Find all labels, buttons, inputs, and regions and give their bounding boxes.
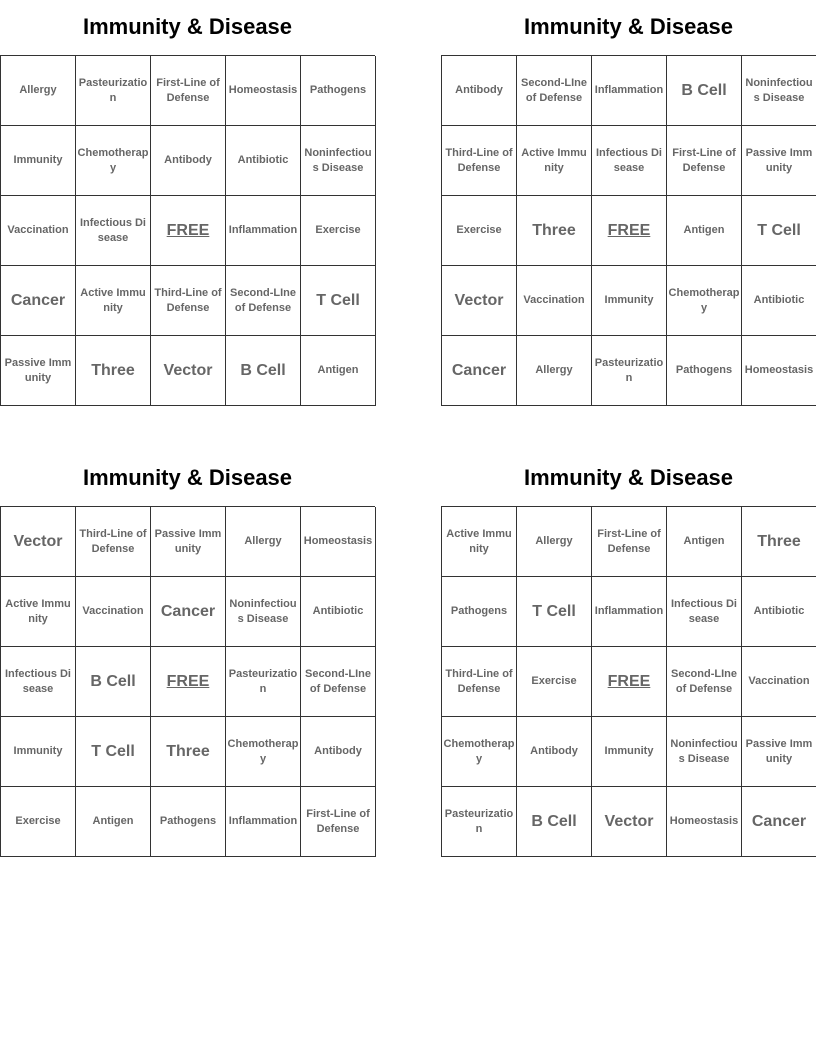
- bingo-cell: Antibody: [301, 717, 376, 787]
- bingo-cell: Exercise: [517, 647, 592, 717]
- bingo-cell: Pathogens: [151, 787, 226, 857]
- bingo-cell: Antibiotic: [226, 126, 301, 196]
- bingo-cell: B Cell: [517, 787, 592, 857]
- bingo-cell: Immunity: [592, 266, 667, 336]
- bingo-grid: [0, 506, 375, 857]
- bingo-cell: Antibody: [151, 126, 226, 196]
- bingo-cell: Three: [517, 196, 592, 266]
- bingo-cell: Cancer: [151, 577, 226, 647]
- bingo-cell: Antigen: [301, 336, 376, 406]
- bingo-cell: Active Immunity: [1, 577, 76, 647]
- bingo-grid: [441, 55, 816, 406]
- bingo-cell: Immunity: [1, 126, 76, 196]
- bingo-cell: Exercise: [442, 196, 517, 266]
- card-title: Immunity & Disease: [82, 465, 293, 490]
- bingo-cell: Vector: [442, 266, 517, 336]
- bingo-cell: Homeostasis: [742, 336, 816, 406]
- bingo-cell: Third-Line of Defense: [442, 647, 517, 717]
- bingo-cell: Inflammation: [592, 577, 667, 647]
- bingo-cell: Immunity: [592, 717, 667, 787]
- bingo-cell: Three: [742, 507, 816, 577]
- bingo-cell: Third-Line of Defense: [151, 266, 226, 336]
- bingo-cell: First-Line of Defense: [592, 507, 667, 577]
- bingo-cell: Antibody: [442, 56, 517, 126]
- bingo-cell: Cancer: [1, 266, 76, 336]
- bingo-cell: Homeostasis: [301, 507, 376, 577]
- bingo-cell: Pasteurization: [592, 336, 667, 406]
- bingo-cell: Vaccination: [517, 266, 592, 336]
- bingo-cell: Chemotherapy: [226, 717, 301, 787]
- bingo-cell: Chemotherapy: [667, 266, 742, 336]
- bingo-cell: Antibiotic: [742, 577, 816, 647]
- bingo-cell: Allergy: [226, 507, 301, 577]
- bingo-cell: Three: [76, 336, 151, 406]
- bingo-cell: Active Immunity: [517, 126, 592, 196]
- bingo-cell: Vaccination: [76, 577, 151, 647]
- bingo-cell: Third-Line of Defense: [442, 126, 517, 196]
- bingo-cell: Homeostasis: [667, 787, 742, 857]
- bingo-cell: B Cell: [226, 336, 301, 406]
- bingo-cell: Antigen: [76, 787, 151, 857]
- bingo-cell: Second-LIne of Defense: [226, 266, 301, 336]
- bingo-cell: Pasteurization: [76, 56, 151, 126]
- bingo-cell: Second-LIne of Defense: [301, 647, 376, 717]
- bingo-cell: Inflammation: [592, 56, 667, 126]
- bingo-cell: Infectious Disease: [1, 647, 76, 717]
- bingo-cell: Inflammation: [226, 196, 301, 266]
- bingo-cell: Allergy: [1, 56, 76, 126]
- bingo-cell: Pathogens: [442, 577, 517, 647]
- bingo-grid: [441, 506, 816, 857]
- bingo-cell: Exercise: [1, 787, 76, 857]
- bingo-cell: Antibiotic: [301, 577, 376, 647]
- card-title: Immunity & Disease: [523, 14, 734, 39]
- bingo-cell: Pathogens: [667, 336, 742, 406]
- bingo-cell: Passive Immunity: [742, 717, 816, 787]
- bingo-cell: Infectious Disease: [592, 126, 667, 196]
- free-space: FREE: [592, 647, 667, 717]
- bingo-grid: [0, 55, 375, 406]
- bingo-cell: Inflammation: [226, 787, 301, 857]
- bingo-cell: Second-LIne of Defense: [517, 56, 592, 126]
- bingo-cell: Noninfectious Disease: [301, 126, 376, 196]
- bingo-cell: Pasteurization: [442, 787, 517, 857]
- bingo-cell: Noninfectious Disease: [742, 56, 816, 126]
- bingo-cell: Exercise: [301, 196, 376, 266]
- card-title: Immunity & Disease: [82, 14, 293, 39]
- bingo-cell: Cancer: [742, 787, 816, 857]
- bingo-cell: Noninfectious Disease: [226, 577, 301, 647]
- bingo-cell: First-Line of Defense: [301, 787, 376, 857]
- bingo-cell: First-Line of Defense: [667, 126, 742, 196]
- bingo-cell: Infectious Disease: [76, 196, 151, 266]
- bingo-cell: Cancer: [442, 336, 517, 406]
- bingo-cell: Pathogens: [301, 56, 376, 126]
- bingo-cell: Third-Line of Defense: [76, 507, 151, 577]
- bingo-cell: Vector: [592, 787, 667, 857]
- bingo-cell: Allergy: [517, 336, 592, 406]
- free-space: FREE: [151, 196, 226, 266]
- bingo-cell: T Cell: [742, 196, 816, 266]
- bingo-cell: Vector: [151, 336, 226, 406]
- bingo-cell: Second-LIne of Defense: [667, 647, 742, 717]
- bingo-cell: Chemotherapy: [76, 126, 151, 196]
- bingo-cell: Active Immunity: [76, 266, 151, 336]
- bingo-cell: Chemotherapy: [442, 717, 517, 787]
- bingo-cell: Passive Immunity: [151, 507, 226, 577]
- card-title: Immunity & Disease: [523, 465, 734, 490]
- bingo-cell: T Cell: [301, 266, 376, 336]
- bingo-cell: Vaccination: [1, 196, 76, 266]
- bingo-cell: Antibody: [517, 717, 592, 787]
- bingo-cell: B Cell: [667, 56, 742, 126]
- bingo-cell: T Cell: [517, 577, 592, 647]
- bingo-cell: Passive Immunity: [1, 336, 76, 406]
- bingo-cell: Passive Immunity: [742, 126, 816, 196]
- bingo-cell: Vector: [1, 507, 76, 577]
- bingo-cell: Antibiotic: [742, 266, 816, 336]
- bingo-cell: Three: [151, 717, 226, 787]
- bingo-cell: Antigen: [667, 507, 742, 577]
- bingo-cell: T Cell: [76, 717, 151, 787]
- bingo-cell: Antigen: [667, 196, 742, 266]
- bingo-cell: Noninfectious Disease: [667, 717, 742, 787]
- free-space: FREE: [592, 196, 667, 266]
- bingo-cell: Immunity: [1, 717, 76, 787]
- bingo-cell: Infectious Disease: [667, 577, 742, 647]
- bingo-cell: Pasteurization: [226, 647, 301, 717]
- bingo-cell: First-Line of Defense: [151, 56, 226, 126]
- bingo-cell: Homeostasis: [226, 56, 301, 126]
- bingo-cell: Active Immunity: [442, 507, 517, 577]
- bingo-cell: Vaccination: [742, 647, 816, 717]
- bingo-cell: B Cell: [76, 647, 151, 717]
- bingo-cell: Allergy: [517, 507, 592, 577]
- free-space: FREE: [151, 647, 226, 717]
